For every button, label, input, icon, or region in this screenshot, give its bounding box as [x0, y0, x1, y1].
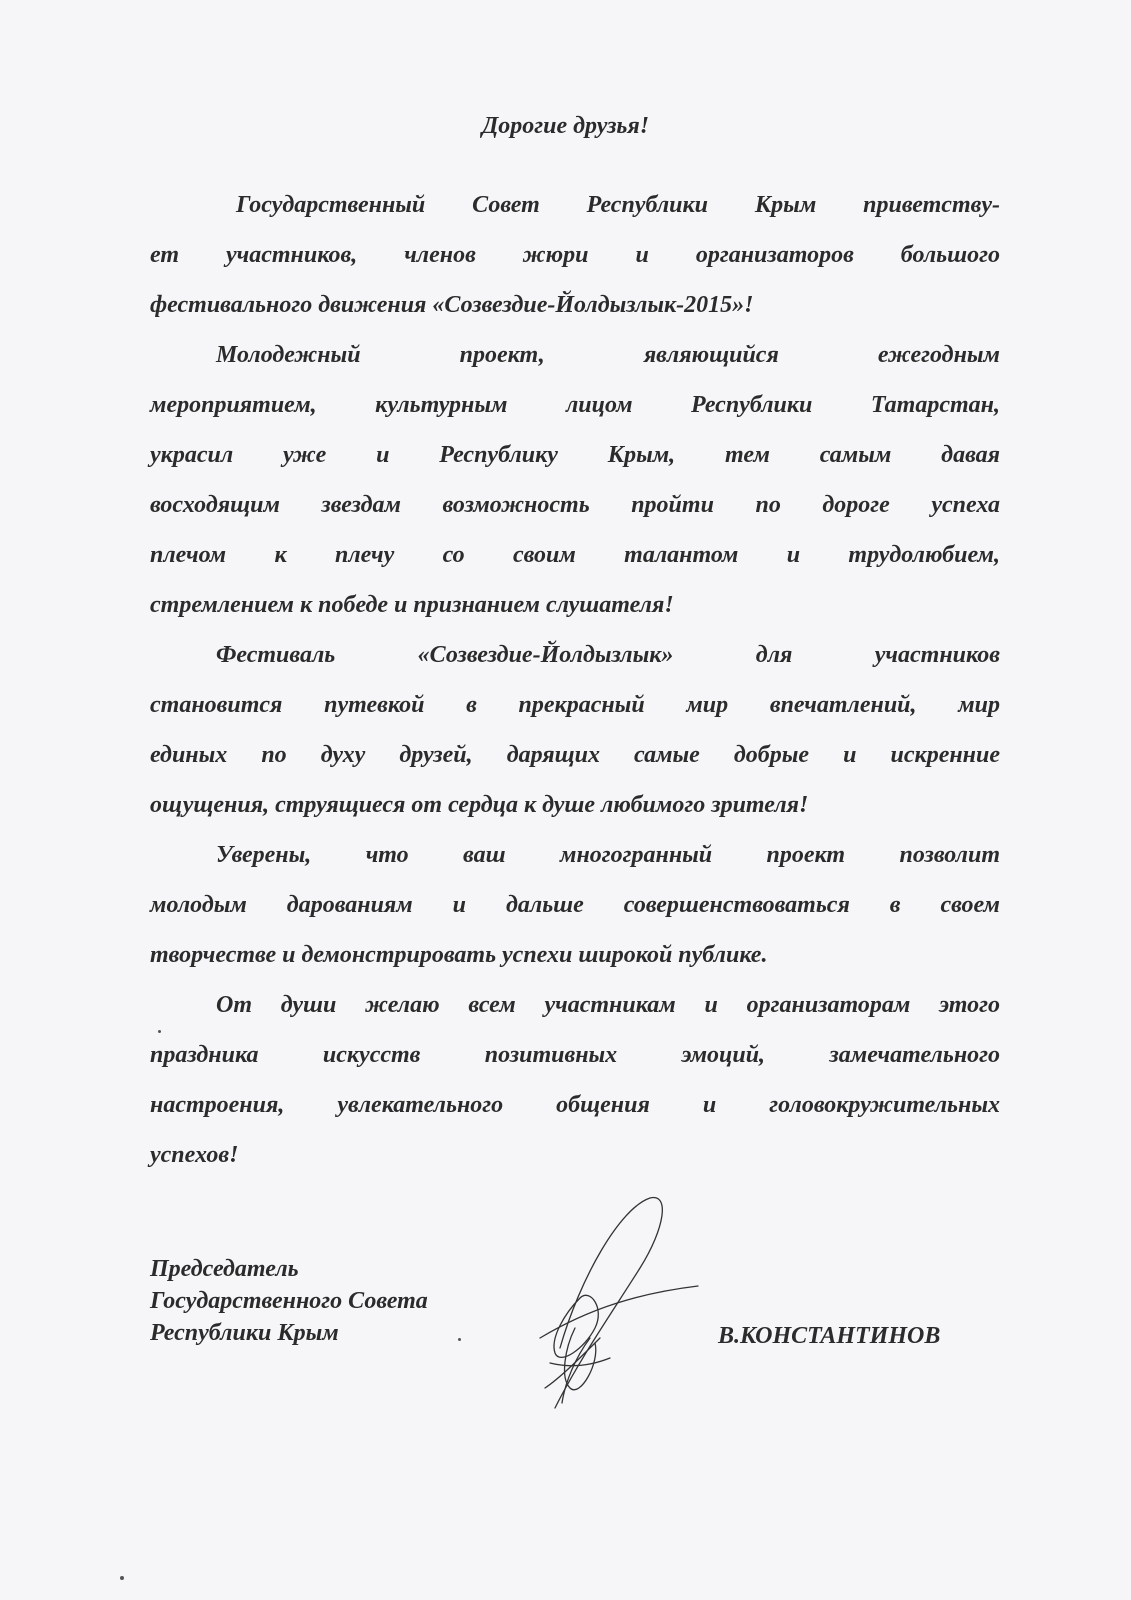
letter-line: фестивального движения «Созвездие-Йолдызлык-2015»! — [150, 292, 754, 318]
scan-speck — [158, 1030, 161, 1033]
letter-greeting: Дорогие друзья! — [481, 113, 650, 139]
letter-line: От души желаю всем участникам и организаторам этого — [216, 992, 1000, 1018]
handwritten-signature — [520, 1188, 720, 1428]
signatory-title-line: Государственного Совета — [150, 1288, 428, 1314]
signatory-name: В.КОНСТАНТИНОВ — [718, 1323, 941, 1349]
letter-line: Фестиваль «Созвездие-Йолдызлык» для участников — [216, 642, 1000, 668]
letter-line: Государственный Совет Республики Крым приветству- — [236, 192, 1000, 218]
letter-line: Молодежный проект, являющийся ежегодным — [216, 342, 1000, 368]
signatory-title — [150, 1253, 428, 1349]
letter-line: ощущения, струящиеся от сердца к душе любимого зрителя! — [150, 792, 809, 818]
letter-line: ет участников, членов жюри и организаторов большого — [150, 242, 1000, 268]
letter-line: праздника искусств позитивных эмоций, замечательного — [150, 1042, 1000, 1068]
letter-line: становится путевкой в прекрасный мир впечатлений, мир — [150, 692, 1000, 718]
letter-line: творчестве и демонстрировать успехи широкой публике. — [150, 942, 768, 968]
letter-line: Уверены, что ваш многогранный проект позволит — [216, 842, 1000, 868]
letter-line: мероприятием, культурным лицом Республики Татарстан, — [150, 392, 1000, 418]
letter-line: восходящим звездам возможность пройти по дороге успеха — [150, 492, 1000, 518]
letter-line: плечом к плечу со своим талантом и трудолюбием, — [150, 542, 1000, 568]
letter-line: единых по духу друзей, дарящих самые добрые и искренние — [150, 742, 1000, 768]
scan-speck — [120, 1576, 124, 1580]
letter-line: стремлением к победе и признанием слушателя! — [150, 592, 674, 618]
letter-line: молодым дарованиям и дальше совершенствоваться в своем — [150, 892, 1000, 918]
signatory-title-line: Республики Крым — [150, 1320, 339, 1346]
letter-line: украсил уже и Республику Крым, тем самым давая — [150, 442, 1000, 468]
letter-line: настроения, увлекательного общения и головокружительных — [150, 1092, 1000, 1118]
letter-line: успехов! — [150, 1142, 239, 1168]
signatory-title-line: Председатель — [150, 1256, 299, 1282]
scan-speck — [458, 1338, 461, 1341]
